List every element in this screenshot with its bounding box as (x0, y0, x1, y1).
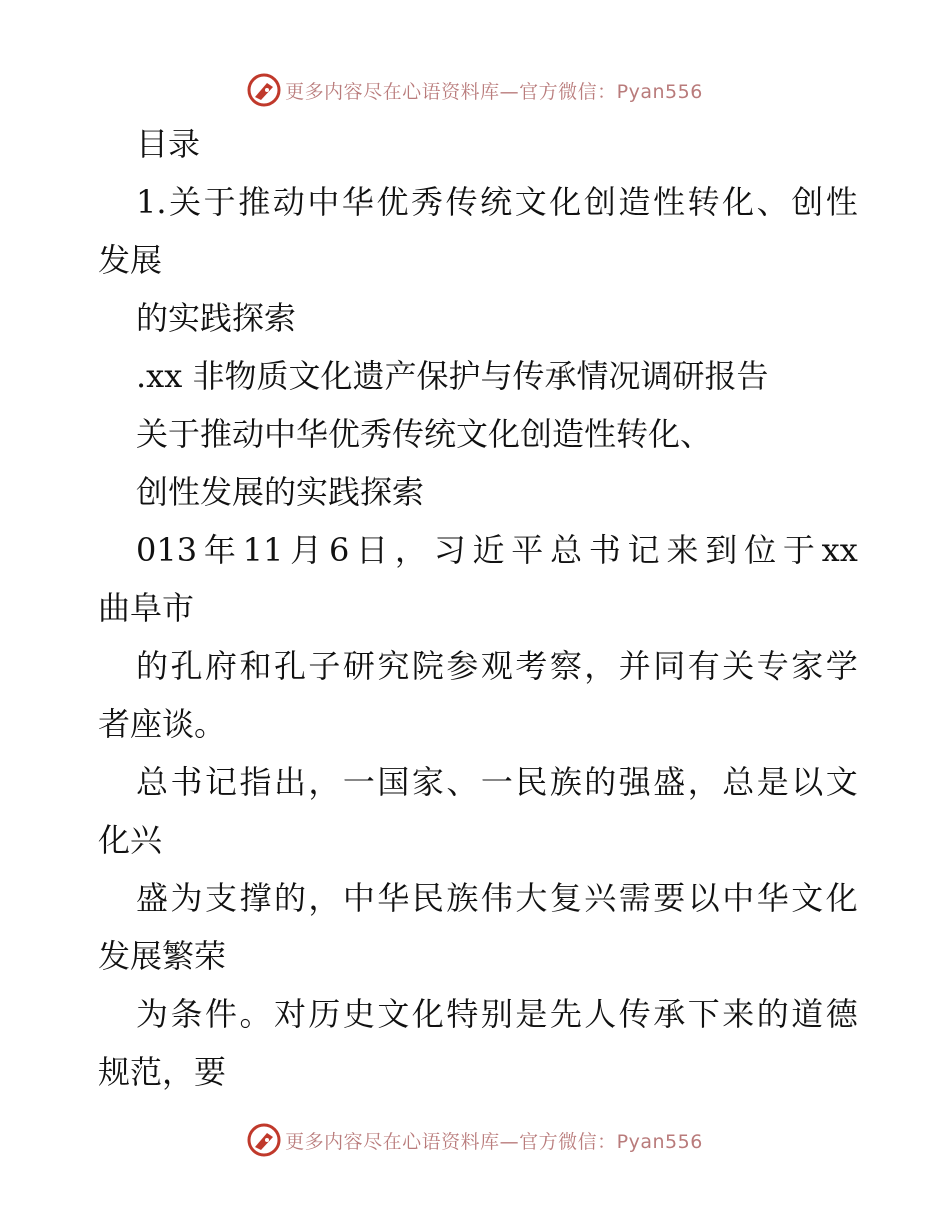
document-body (98, 115, 858, 1101)
text-glyph: 推 (238, 183, 271, 221)
text-glyph: 撑 (239, 879, 272, 917)
text-glyph: 于 (782, 531, 815, 569)
toc-heading: 目录 (136, 125, 201, 163)
text-line: 发展繁荣 (98, 937, 227, 975)
text-glyph: 记 (627, 531, 660, 569)
text-glyph: 月 (290, 531, 323, 569)
text-line: 创性发展的实践探索 (136, 473, 425, 511)
text-glyph: 国 (377, 763, 410, 801)
text-glyph: 和 (239, 647, 272, 685)
text-line: 关于推动中华优秀传统文化创造性转化、 (136, 415, 713, 453)
text-glyph: 1. (136, 183, 167, 221)
text-glyph: 史 (342, 995, 375, 1033)
text-glyph: 子 (308, 647, 341, 685)
text-glyph: 6 (328, 531, 350, 569)
text-glyph: 化 (825, 879, 858, 917)
text-glyph: 为 (136, 995, 169, 1033)
text-line (98, 985, 858, 1043)
watermark-text: 更多内容尽在心语资料库—官方微信：Pyan556 (285, 1130, 703, 1153)
text-glyph: 孔 (273, 647, 306, 685)
text-glyph: 需 (618, 879, 651, 917)
text-glyph: 学 (825, 647, 858, 685)
text-glyph: 民 (411, 879, 444, 917)
text-glyph: 究 (377, 647, 410, 685)
text-glyph: 书 (588, 531, 621, 569)
text-glyph: 创 (791, 183, 824, 221)
text-glyph: 察 (549, 647, 582, 685)
text-glyph: 来 (722, 995, 755, 1033)
text-glyph: 来 (666, 531, 699, 569)
text-line: .xx 非物质文化遗产保护与传承情况调研报告 (136, 357, 769, 395)
text-glyph: 族 (446, 879, 479, 917)
text-glyph: 总 (136, 763, 169, 801)
text-glyph: 一 (480, 763, 513, 801)
text-glyph: 日 (356, 531, 389, 569)
text-glyph: 平 (511, 531, 544, 569)
text-glyph: 盛 (136, 879, 169, 917)
text-line: 规范，要 (98, 1053, 227, 1091)
text-glyph: 下 (687, 995, 720, 1033)
text-glyph: xx (821, 531, 858, 569)
text-glyph: 文 (377, 995, 410, 1033)
text-glyph: 府 (204, 647, 237, 685)
text-glyph: 关 (169, 183, 202, 221)
text-glyph: 创 (583, 183, 616, 221)
text-glyph: 书 (170, 763, 203, 801)
text-glyph: 文 (791, 879, 824, 917)
pen-nib-icon (247, 1123, 281, 1157)
text-glyph: 于 (203, 183, 236, 221)
text-glyph: 家 (411, 763, 444, 801)
text-glyph: 兴 (584, 879, 617, 917)
text-line: 曲阜市 (98, 589, 195, 627)
text-glyph: 习 (433, 531, 466, 569)
text-glyph: 条 (170, 995, 203, 1033)
text-glyph: 文 (514, 183, 547, 221)
text-line (98, 521, 858, 579)
text-glyph: 以 (791, 763, 824, 801)
text-glyph: 华 (756, 879, 789, 917)
text-glyph: 中 (342, 879, 375, 917)
text-glyph: 转 (687, 183, 720, 221)
text-glyph: 秀 (411, 183, 444, 221)
text-glyph: 化 (722, 183, 755, 221)
text-glyph: 造 (618, 183, 651, 221)
text-line: 化兴 (98, 821, 163, 859)
text-glyph: 、 (446, 763, 479, 801)
text-glyph: 先 (549, 995, 582, 1033)
text-glyph: 的 (756, 995, 789, 1033)
text-glyph: 近 (472, 531, 505, 569)
text-line (98, 869, 858, 927)
pen-nib-icon (247, 73, 281, 107)
text-glyph: 化 (549, 183, 582, 221)
text-glyph: ， (308, 879, 341, 917)
text-glyph: 关 (722, 647, 755, 685)
text-glyph: 族 (549, 763, 582, 801)
text-glyph: 的 (136, 647, 169, 685)
text-glyph: 研 (342, 647, 375, 685)
text-line (98, 637, 858, 695)
text-glyph: 动 (272, 183, 305, 221)
text-glyph: 的 (584, 763, 617, 801)
text-glyph: 11 (242, 531, 284, 569)
text-glyph: 复 (549, 879, 582, 917)
text-glyph: 大 (515, 879, 548, 917)
text-glyph: 总 (550, 531, 583, 569)
text-glyph: 观 (480, 647, 513, 685)
text-glyph: 别 (480, 995, 513, 1033)
text-glyph: 为 (170, 879, 203, 917)
text-glyph: 013 (136, 531, 198, 569)
text-glyph: 总 (722, 763, 755, 801)
text-glyph: 承 (653, 995, 686, 1033)
text-glyph: 的 (273, 879, 306, 917)
text-glyph: 伟 (480, 879, 513, 917)
text-glyph: 传 (618, 995, 651, 1033)
text-glyph: 专 (756, 647, 789, 685)
text-glyph: 年 (203, 531, 236, 569)
text-glyph: 孔 (170, 647, 203, 685)
text-glyph: 同 (653, 647, 686, 685)
text-glyph: 传 (445, 183, 478, 221)
text-line: 发展 (98, 241, 163, 279)
text-glyph: 化 (411, 995, 444, 1033)
text-glyph: 特 (446, 995, 479, 1033)
text-glyph: 华 (341, 183, 374, 221)
watermark-text: 更多内容尽在心语资料库—官方微信：Pyan556 (285, 80, 703, 103)
text-glyph: 文 (825, 763, 858, 801)
text-glyph: 是 (756, 763, 789, 801)
text-glyph: 位 (744, 531, 777, 569)
text-glyph: 统 (480, 183, 513, 221)
text-line (98, 173, 858, 231)
text-line: 者座谈。 (98, 705, 227, 743)
text-glyph: 人 (584, 995, 617, 1033)
text-glyph: 记 (204, 763, 237, 801)
text-glyph: 优 (376, 183, 409, 221)
text-glyph: 出 (273, 763, 306, 801)
text-glyph: 并 (618, 647, 651, 685)
text-glyph: 民 (515, 763, 548, 801)
text-glyph: 要 (653, 879, 686, 917)
text-glyph: 家 (791, 647, 824, 685)
text-glyph: 到 (705, 531, 738, 569)
text-glyph: 历 (308, 995, 341, 1033)
text-glyph: 中 (722, 879, 755, 917)
text-glyph: 一 (342, 763, 375, 801)
text-glyph: 有 (687, 647, 720, 685)
text-glyph: 性 (652, 183, 685, 221)
text-glyph: 盛 (653, 763, 686, 801)
text-glyph: ， (584, 647, 617, 685)
text-glyph: 院 (411, 647, 444, 685)
text-glyph: ， (394, 531, 427, 569)
text-glyph: 华 (377, 879, 410, 917)
text-glyph: 考 (515, 647, 548, 685)
text-glyph: 强 (618, 763, 651, 801)
text-glyph: 指 (239, 763, 272, 801)
text-glyph: ， (308, 763, 341, 801)
text-glyph: 道 (791, 995, 824, 1033)
text-glyph: 是 (515, 995, 548, 1033)
text-line: 的实践探索 (136, 299, 297, 337)
text-glyph: 对 (273, 995, 306, 1033)
text-glyph: 参 (446, 647, 479, 685)
footer-watermark (0, 1120, 950, 1160)
text-glyph: 支 (204, 879, 237, 917)
text-glyph: 以 (687, 879, 720, 917)
text-glyph: 中 (307, 183, 340, 221)
text-glyph: ， (687, 763, 720, 801)
text-glyph: 德 (825, 995, 858, 1033)
text-glyph: 件 (204, 995, 237, 1033)
text-glyph: 性 (825, 183, 858, 221)
text-glyph: 、 (756, 183, 789, 221)
header-watermark (0, 70, 950, 110)
text-glyph: 。 (239, 995, 272, 1033)
text-line (98, 753, 858, 811)
